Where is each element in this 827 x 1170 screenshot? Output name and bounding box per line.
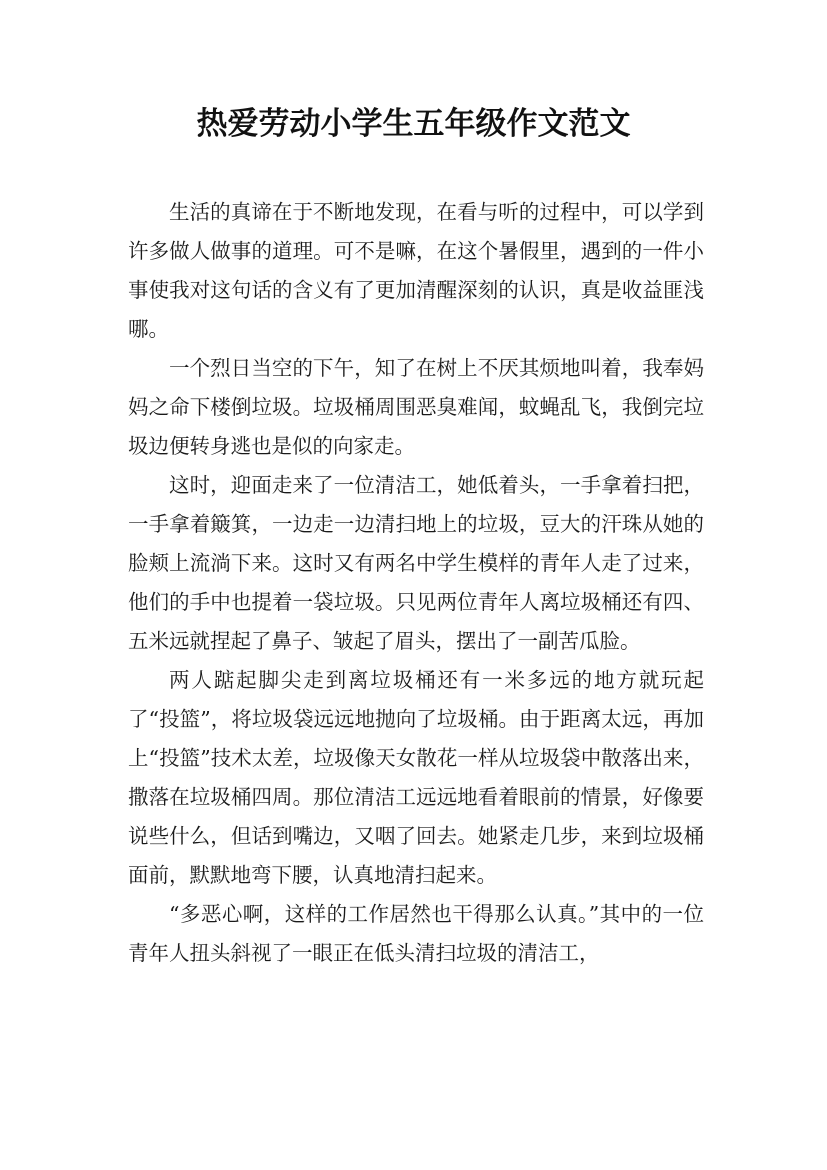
document-title: 热爱劳动小学生五年级作文范文	[196, 106, 631, 142]
paragraph-1: 生活的真谛在于不断地发现，在看与听的过程中，可以学到许多做人做事的道理。可不是嘛，在这个暑假里，遇到的一件小事使我对这句话的含义有了更加清醒深刻的认识，真是收益匪浅哪。	[128, 200, 704, 341]
paragraph-4: 两人踮起脚尖走到离垃圾桶还有一米多远的地方就玩起了“投篮”，将垃圾袋远远地抛向了垃圾桶。由于距离太远，再加上“投篮”技术太差，垃圾像天女散花一样从垃圾袋中散落出来，撒落在垃圾桶四周。那位清洁工远远地看着眼前的情景，好像要说些什么，但话到嘴边，又咽了回去。她紧走几步，来到垃圾桶面前，默默地弯下腰，认真地清扫起来。	[128, 668, 704, 887]
paragraph-2: 一个烈日当空的下午，知了在树上不厌其烦地叫着，我奉妈妈之命下楼倒垃圾。垃圾桶周围恶臭难闻，蚊蝇乱飞，我倒完垃圾边便转身逃也是似的向家走。	[128, 356, 704, 458]
document-body	[128, 193, 704, 973]
paragraph-3: 这时，迎面走来了一位清洁工，她低着头，一手拿着扫把，一手拿着簸箕，一边走一边清扫地上的垃圾，豆大的汗珠从她的脸颊上流淌下来。这时又有两名中学生模样的青年人走了过来，他们的手中也提着一袋垃圾。只见两位青年人离垃圾桶还有四、五米远就捏起了鼻子、皱起了眉头，摆出了一副苦瓜脸。	[128, 473, 704, 653]
paragraph-5: “多恶心啊，这样的工作居然也干得那么认真。”其中的一位青年人扭头斜视了一眼正在低头清扫垃圾的清洁工，	[128, 902, 704, 965]
